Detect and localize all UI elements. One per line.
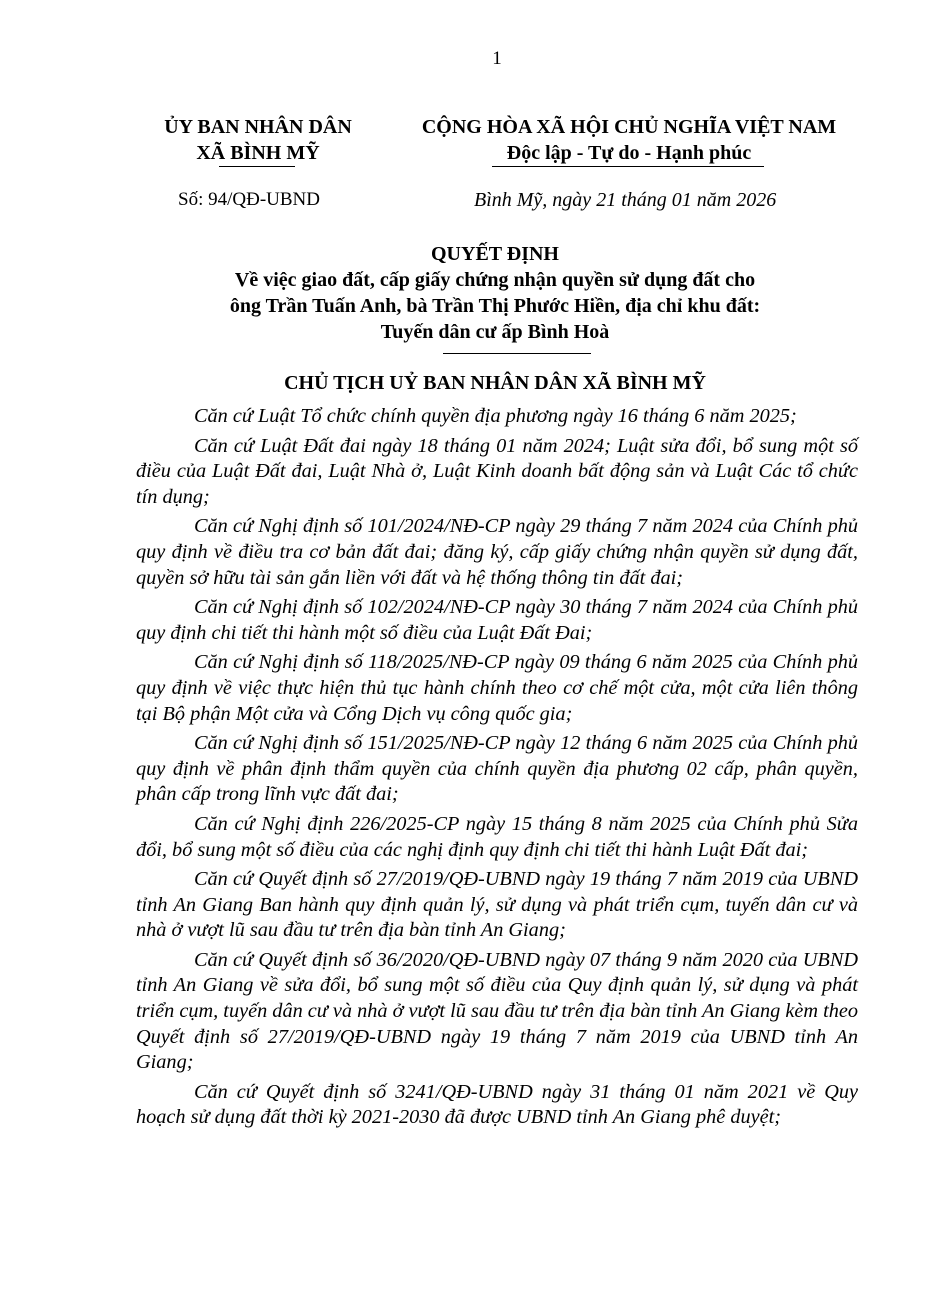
legal-basis-paragraph: Căn cứ Nghị định số 118/2025/NĐ-CP ngày 09 tháng 6 năm 2025 của Chính phủ quy định về việc thực hiện thủ tục hành chính theo cơ chế một cửa, một cửa liên thông tại Bộ phận Một cửa và Cổng Dịch vụ công quốc gia;: [136, 651, 858, 725]
legal-basis-paragraph: Căn cứ Luật Tổ chức chính quyền địa phương ngày 16 tháng 6 năm 2025;: [194, 405, 797, 427]
legal-basis-list: [136, 404, 858, 1135]
agency-underline: [219, 166, 295, 167]
legal-basis-paragraph: Căn cứ Quyết định số 3241/QĐ-UBND ngày 31 tháng 01 năm 2021 về Quy hoạch sử dụng đất thời kỳ 2021-2030 đã được UBND tỉnh An Giang phê duyệt;: [136, 1080, 858, 1129]
title-underline: [443, 353, 591, 354]
legal-basis-paragraph: Căn cứ Luật Đất đai ngày 18 tháng 01 năm 2024; Luật sửa đổi, bổ sung một số điều của Luật Đất đai, Luật Nhà ở, Luật Kinh doanh bất động sản và Luật Các tổ chức tín dụng;: [136, 434, 858, 508]
legal-basis-paragraph: Căn cứ Nghị định số 102/2024/NĐ-CP ngày 30 tháng 7 năm 2024 của Chính phủ quy định chi tiết thi hành một số điều của Luật Đất Đai;: [136, 596, 858, 644]
national-motto: [400, 114, 858, 166]
legal-basis-paragraph: Căn cứ Quyết định số 36/2020/QĐ-UBND ngày 07 tháng 9 năm 2020 của UBND tỉnh An Giang về sửa đổi, bổ sung một số điều của Quy định quản lý, sử dụng và phát triển cụm, tuyến dân cư và nhà ở vượt lũ sau đầu tư trên địa bàn tỉnh An Giang kèm theo Quyết định số 27/2019/QĐ-UBND ngày 19 tháng 7 năm 2019 của UBND tỉnh An Giang;: [136, 948, 858, 1074]
agency-line-2: XÃ BÌNH MỸ: [196, 142, 320, 164]
authority-heading: CHỦ TỊCH UỶ BAN NHÂN DÂN XÃ BÌNH MỸ: [284, 372, 706, 394]
legal-basis-paragraph: Căn cứ Nghị định số 101/2024/NĐ-CP ngày 29 tháng 7 năm 2024 của Chính phủ quy định về điều tra cơ bản đất đai; đăng ký, cấp giấy chứng nhận quyền sử dụng đất, quyền sở hữu tài sản gắn liền với đất và hệ thống thông tin đất đai;: [136, 515, 858, 589]
country-name: CỘNG HÒA XÃ HỘI CHỦ NGHĨA VIỆT NAM: [421, 116, 837, 138]
motto: Độc lập - Tự do - Hạnh phúc: [506, 142, 752, 164]
date-line: Bình Mỹ, ngày 21 tháng 01 năm 2026: [474, 189, 777, 211]
motto-underline: [492, 166, 764, 167]
page-number: 1: [492, 48, 502, 69]
title-main: QUYẾT ĐỊNH: [431, 243, 559, 265]
title-sub-3: Tuyến dân cư ấp Bình Hoà: [380, 321, 610, 343]
document-number: Số: 94/QĐ-UBND: [178, 189, 320, 210]
legal-basis-paragraph: Căn cứ Nghị định 226/2025-CP ngày 15 tháng 8 năm 2025 của Chính phủ Sửa đổi, bổ sung một số điều của các nghị định quy định chi tiết thi hành Luật Đất đai;: [136, 812, 858, 861]
agency-line-1: ỦY BAN NHÂN DÂN: [164, 116, 352, 138]
document-title: [120, 242, 870, 345]
issuing-agency: [150, 114, 366, 166]
legal-basis-paragraph: Căn cứ Nghị định số 151/2025/NĐ-CP ngày 12 tháng 6 năm 2025 của Chính phủ quy định về phân định thẩm quyền của chính quyền địa phương 02 cấp, phân quyền, phân cấp trong lĩnh vực đất đai;: [136, 732, 858, 806]
title-sub-2: ông Trần Tuấn Anh, bà Trần Thị Phước Hiền, địa chỉ khu đất:: [229, 295, 761, 317]
title-sub-1: Về việc giao đất, cấp giấy chứng nhận quyền sử dụng đất cho: [234, 269, 756, 291]
legal-basis-paragraph: Căn cứ Quyết định số 27/2019/QĐ-UBND ngày 19 tháng 7 năm 2019 của UBND tỉnh An Giang Ban hành quy định quản lý, sử dụng và phát triển cụm, tuyến dân cư và nhà ở vượt lũ sau đầu tư trên địa bàn tỉnh An Giang;: [136, 868, 858, 942]
